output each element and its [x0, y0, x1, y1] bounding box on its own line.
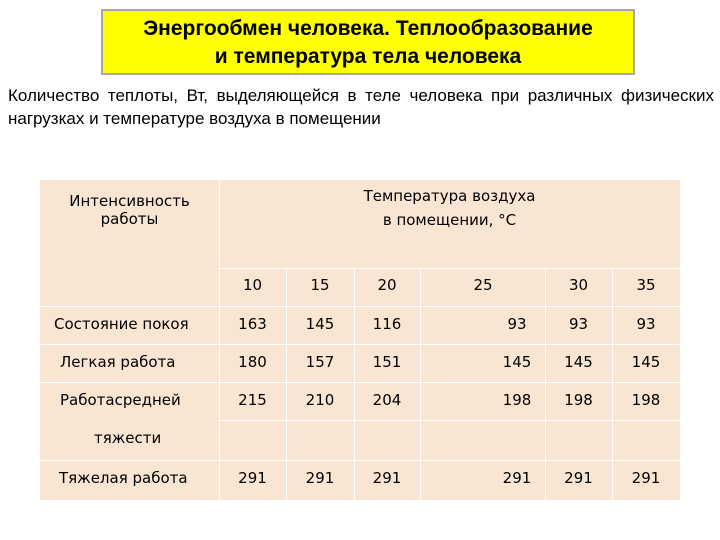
- row-label-light-work: Легкая работа: [60, 353, 176, 371]
- title-line-2: и температура тела человека: [214, 45, 522, 68]
- grid-line: [219, 268, 680, 269]
- table-cell: 291: [564, 469, 593, 487]
- grid-line: [545, 268, 546, 500]
- table-cell: 163: [238, 315, 267, 333]
- grid-line: [40, 382, 680, 383]
- table-cell: 210: [305, 391, 335, 409]
- slide-title: [101, 9, 635, 75]
- grid-line: [286, 268, 287, 500]
- temperature-column-10: 10: [242, 276, 263, 294]
- row-label-medium-work: Работасредней: [60, 391, 181, 409]
- temperature-header-line-2: в помещении, °С: [382, 211, 517, 229]
- row-label-rest: Состояние покоя: [54, 315, 189, 333]
- title-line-1: Энергообмен человека. Теплообразование: [143, 17, 593, 40]
- table-cell: 204: [372, 391, 402, 409]
- table-cell: 145: [564, 353, 593, 371]
- temperature-header-line-1: Температура воздуха: [363, 187, 536, 205]
- table-cell: 157: [305, 353, 335, 371]
- table-cell: 291: [372, 469, 402, 487]
- temperature-column-25: 25: [473, 276, 493, 294]
- grid-line: [40, 344, 680, 345]
- row-label-heavy-work: Тяжелая работа: [59, 469, 188, 487]
- table-cell: 215: [238, 391, 267, 409]
- grid-line: [612, 268, 613, 500]
- table-cell: 291: [631, 469, 661, 487]
- table-cell: 116: [372, 315, 402, 333]
- temperature-column-15: 15: [310, 276, 330, 294]
- grid-line: [354, 268, 355, 500]
- grid-line: [40, 460, 680, 461]
- table-cell: 291: [502, 469, 532, 487]
- grid-line: [219, 420, 680, 421]
- table-cell: 291: [238, 469, 267, 487]
- table-cell: 145: [305, 315, 335, 333]
- grid-line: [40, 306, 680, 307]
- table-cell: 198: [564, 391, 593, 409]
- temperature-column-20: 20: [377, 276, 397, 294]
- corner-header-line-1: Интенсивность: [69, 192, 190, 210]
- grid-line: [420, 268, 421, 500]
- table-cell: 151: [372, 353, 402, 371]
- intro-text: Количество теплоты, Вт, выделяющейся в теле человека при различных физических нагрузках и температуре воздуха в помещении: [8, 86, 714, 128]
- temperature-header: [219, 184, 680, 232]
- table-cell: 93: [507, 315, 527, 333]
- table-cell: 145: [631, 353, 661, 371]
- temperature-column-35: 35: [636, 276, 656, 294]
- table-cell: 180: [238, 353, 267, 371]
- row-label-medium-work-line-2: тяжести: [94, 429, 162, 447]
- corner-header-line-2: работы: [100, 210, 159, 228]
- table-cell: 93: [636, 315, 656, 333]
- table-cell: 93: [568, 315, 589, 333]
- heat-table: [40, 180, 680, 500]
- temperature-column-30: 30: [568, 276, 589, 294]
- corner-header: [40, 192, 219, 228]
- table-cell: 145: [502, 353, 532, 371]
- table-cell: 198: [631, 391, 661, 409]
- table-cell: 291: [305, 469, 335, 487]
- table-cell: 198: [502, 391, 532, 409]
